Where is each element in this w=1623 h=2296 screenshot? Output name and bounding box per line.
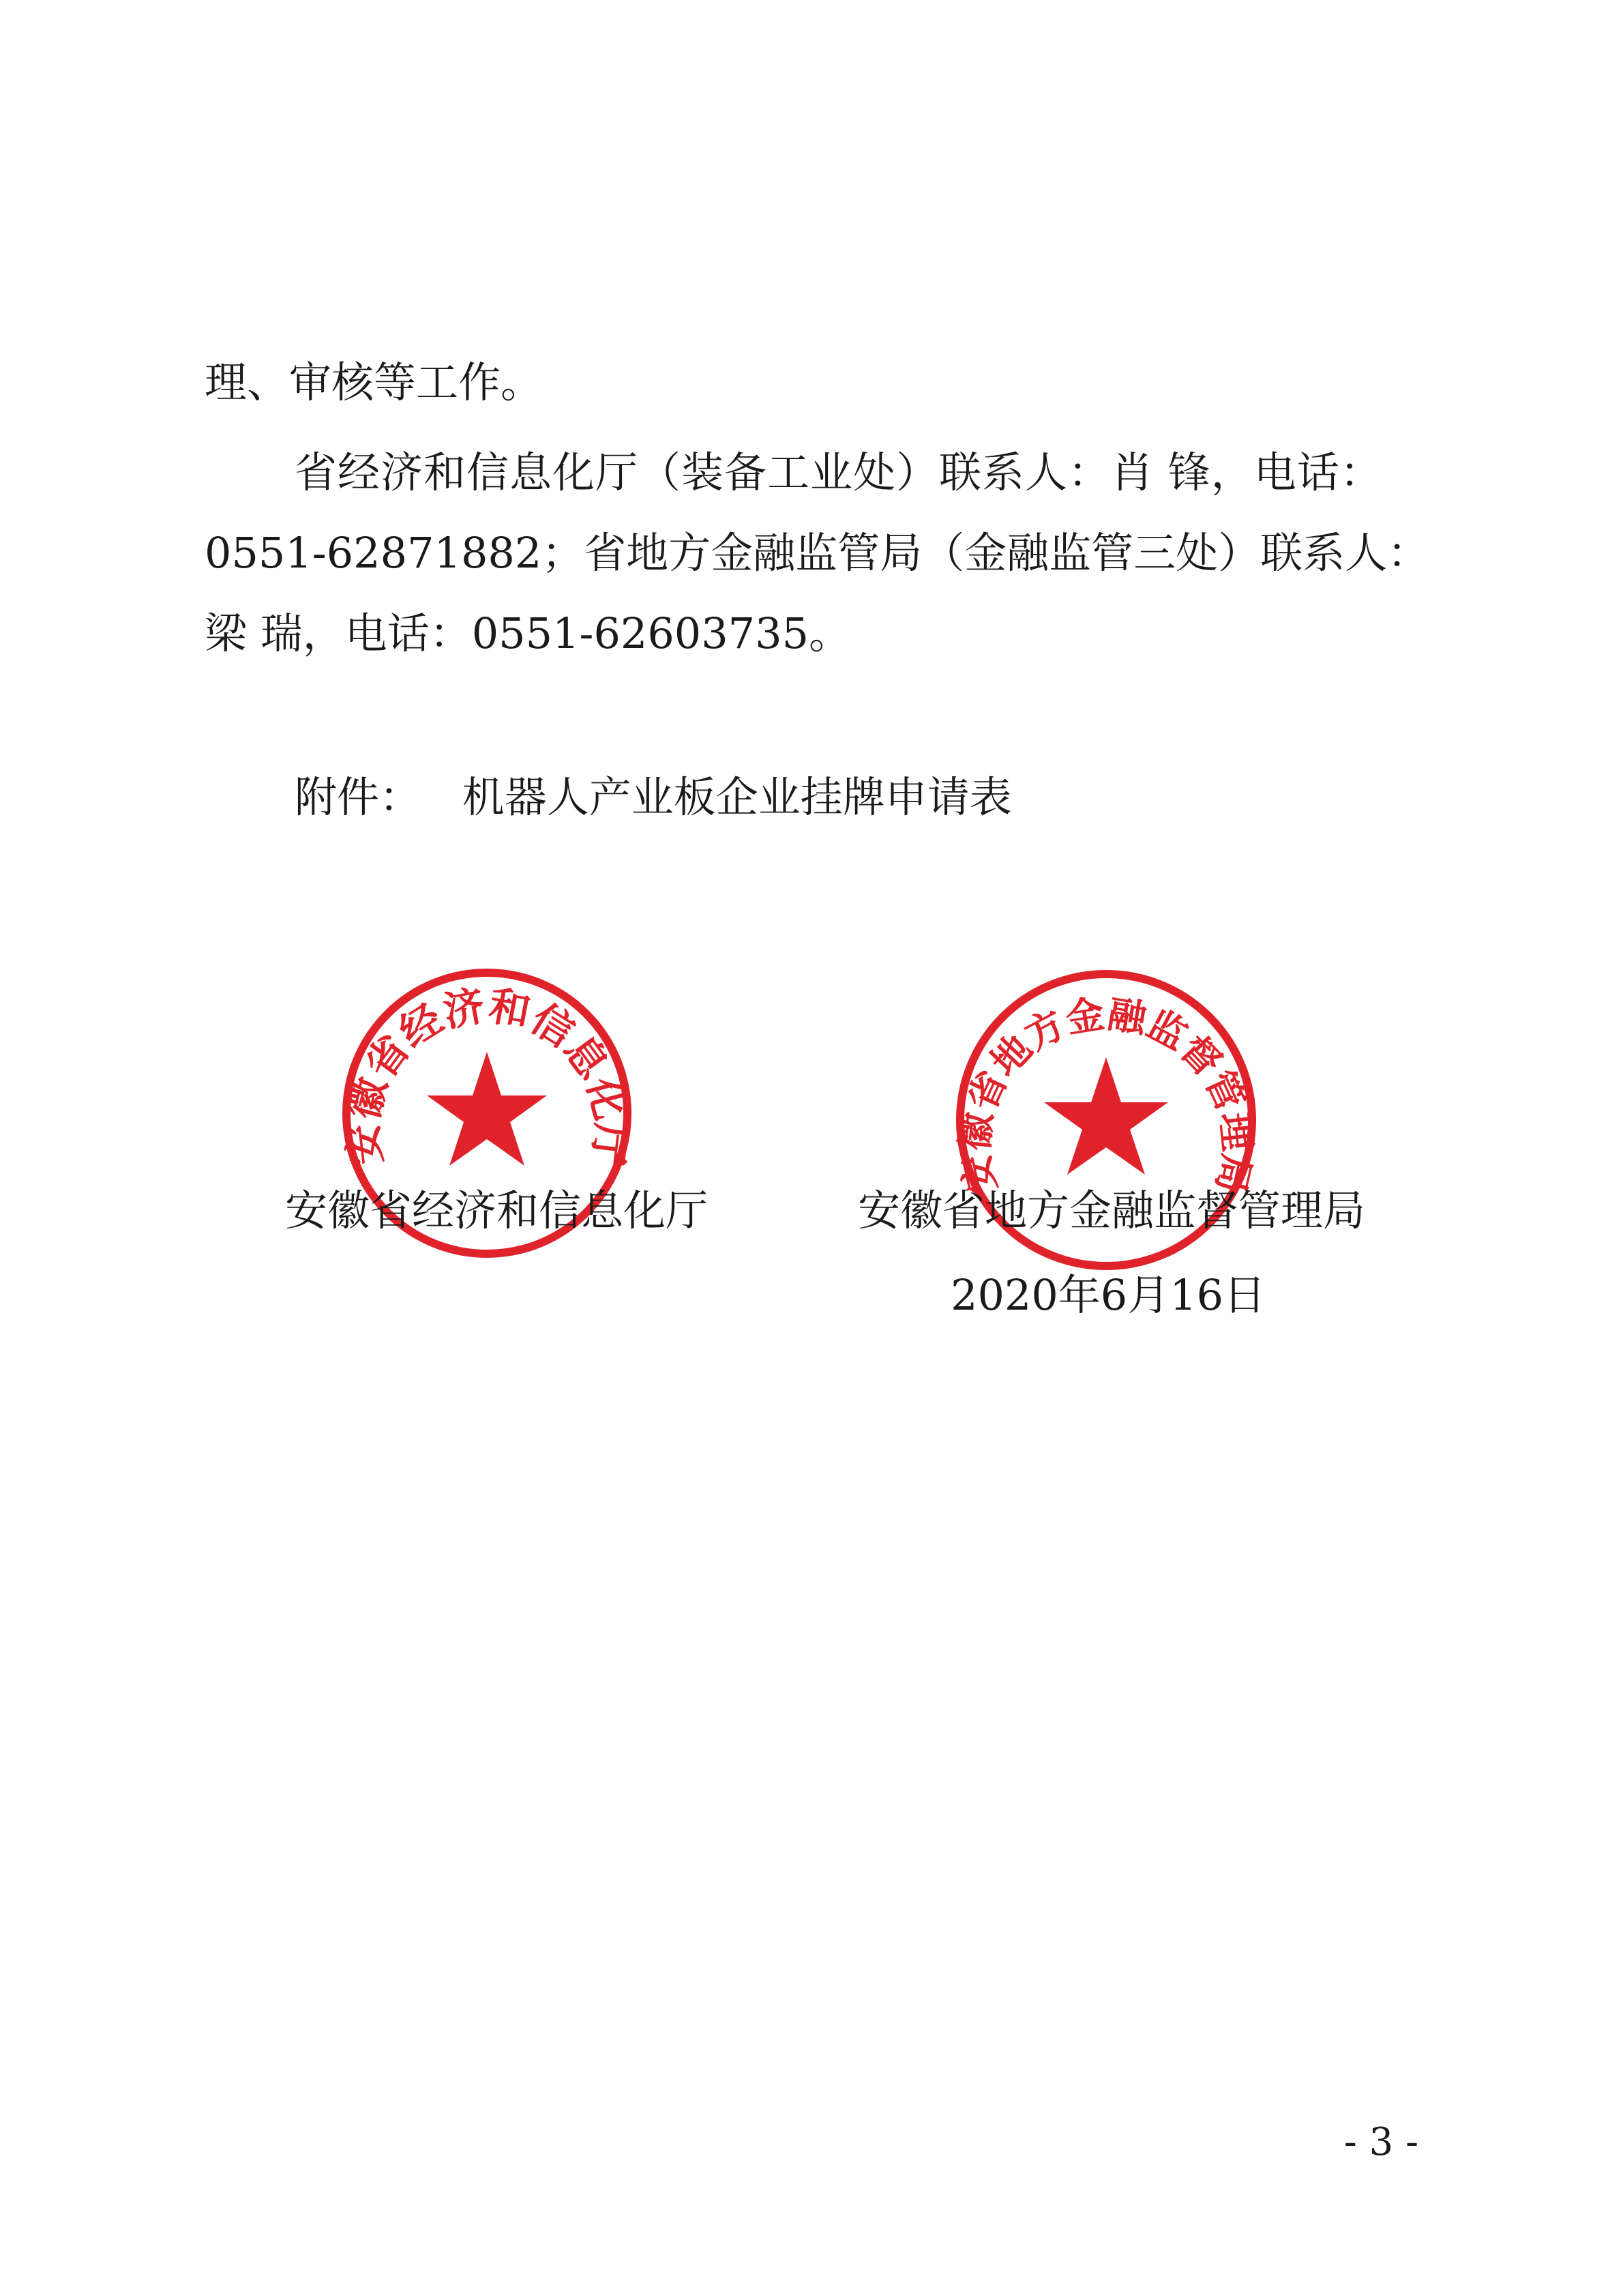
- contact-line-2: 0551-62871882；省地方金融监管局（金融监管三处）联系人：: [205, 528, 1430, 578]
- body-paragraph-end: 理、审核等工作。: [205, 357, 544, 407]
- page-number: - 3 -: [1343, 2120, 1418, 2164]
- left-seal-star-icon: [427, 1052, 547, 1166]
- right-seal-text: 安徽省地方金融监督管理局: [953, 992, 1260, 1198]
- attachment-title: 机器人产业板企业挂牌申请表: [462, 772, 1012, 822]
- right-seal-star-icon: [1044, 1057, 1168, 1175]
- left-signature-org: 安徽省经济和信息化厅: [285, 1186, 709, 1235]
- left-seal-text: 安徽省经济和信息化厅: [338, 982, 636, 1168]
- contact-line-1: 省经济和信息化厅（装备工业处）联系人：肖 锋，电话：: [295, 447, 1383, 497]
- right-signature-org: 安徽省地方金融监督管理局: [858, 1186, 1366, 1235]
- attachment-line: [295, 772, 1012, 822]
- contact-line-3: 梁 瑞，电话：0551-62603735。: [205, 608, 852, 658]
- signature-date: 2020年6月16日: [951, 1270, 1266, 1320]
- attachment-label: 附件：: [295, 772, 422, 822]
